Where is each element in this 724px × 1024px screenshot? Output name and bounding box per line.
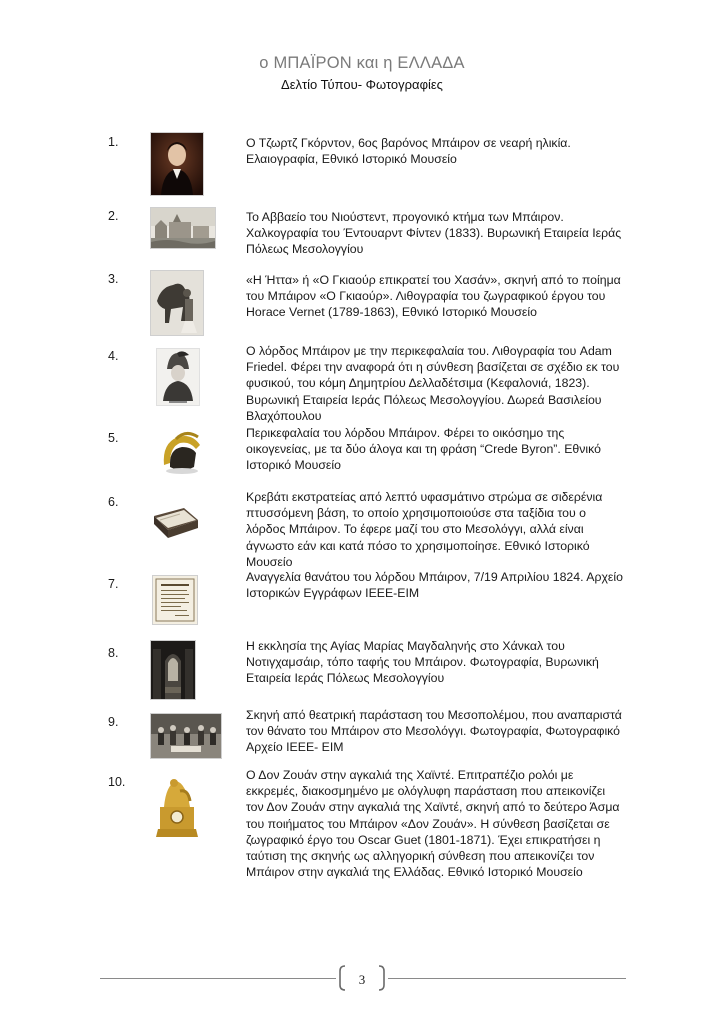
- item-number: 1.: [108, 135, 119, 149]
- item-number: 7.: [108, 577, 119, 591]
- item-number: 2.: [108, 209, 119, 223]
- item-number: 3.: [108, 272, 119, 286]
- document-subtitle: Δελτίο Τύπου- Φωτογραφίες: [281, 77, 443, 92]
- portrait-painting-icon: [150, 132, 204, 196]
- church-interior-photo-icon: [150, 640, 196, 700]
- item-number: 4.: [108, 349, 119, 363]
- item-caption: Σκηνή από θεατρική παράσταση του Μεσοπολέμου, που αναπαριστά τον θάνατο του Μπάιρον στο Μεσολόγγι. Φωτογραφία, Φωτογραφικό Αρχείο ΙΕΕΕ- ΕΙΜ: [246, 708, 622, 755]
- item-caption: Αναγγελία θανάτου του λόρδου Μπάιρον, 7/19 Απριλίου 1824. Αρχείο Ιστορικών Εγγράφων ΙΕΕΕ-ΕΙΜ: [246, 570, 623, 601]
- golden-helmet-icon: [156, 427, 206, 477]
- item-number: 6.: [108, 495, 119, 509]
- item-number: 10.: [108, 775, 126, 789]
- campaign-bed-icon: [150, 494, 202, 550]
- document-title: ο ΜΠΑΪΡΟΝ και η ΕΛΛΑΔΑ: [259, 54, 465, 72]
- item-caption: Το Αββαείο του Νιούστεντ, προγονικό κτήμα των Μπάιρον. Χαλκογραφία του Έντουαρντ Φίντεν (1833). Βυρωνική Εταιρεία Ιεράς Πόλεως Μεσολογγίου: [246, 210, 622, 257]
- death-notice-document-icon: [152, 575, 198, 625]
- item-caption: Ο λόρδος Μπάιρον με την περικεφαλαία του. Λιθογραφία του Adam Friedel. Φέρει την αναφορά ότι η σύνθεση βασίζεται σε σχέδιο εκ του φυσικού, του κόμη Δημητρίου Δελλαδέτσιμα (Κεφαλονιά, 1823). Βυρωνική Εταιρεία Ιεράς Πόλεως Μεσολογγίου. Δωρεά Βασιλείου Βλαχόπουλου: [246, 344, 620, 423]
- horse-lithograph-icon: [150, 270, 204, 336]
- item-caption: Κρεβάτι εκστρατείας από λεπτό υφασμάτινο στρώμα σε σιδερένια πτυσσόμενη βάση, το οποίο χρησιμοποιούσε στα ταξίδια του ο λόρδος Μπάιρον. Το έφερε μαζί του στο Μεσολόγγι, αλλά είναι άγνωστο εάν και κατά πόσο το χρησιμοποίησε. Εθνικό Ιστορικό Μουσείο: [246, 490, 603, 569]
- item-number: 8.: [108, 646, 119, 660]
- theatre-scene-photo-icon: [150, 713, 222, 759]
- item-caption: «Η Ήττα» ή «Ο Γκιαούρ επικρατεί του Χασάν», σκηνή από το ποίημα του Μπάιρον «Ο Γκιαούρ». Λιθογραφία του ζωγραφικού έργου του Horace Vernet (1789-1863), Εθνικό Ιστορικό Μουσείο: [246, 273, 621, 320]
- item-caption: Ο Τζωρτζ Γκόρντον, 6ος βαρόνος Μπάιρον σε νεαρή ηλικία. Ελαιογραφία, Εθνικό Ιστορικό Μουσείο: [246, 136, 571, 167]
- page-number: 3: [358, 972, 366, 987]
- item-number: 5.: [108, 431, 119, 445]
- item-number: 9.: [108, 715, 119, 729]
- item-caption: Περικεφαλαία του λόρδου Μπάιρον. Φέρει το οικόσημο της οικογενείας, με τα δύο άλογα και τη φράση “Crede Byron”. Εθνικό Ιστορικό Μουσείο: [246, 426, 601, 473]
- item-caption: Η εκκλησία της Αγίας Μαρίας Μαγδαληνής στο Χάνκαλ του Νοτιγχαμσάιρ, τόπο ταφής του Μπάιρον. Φωτογραφία, Βυρωνική Εταιρεία Ιεράς Πόλεως Μεσολογγίου: [246, 639, 599, 686]
- abbey-engraving-icon: [150, 207, 216, 249]
- gilded-clock-icon: [150, 771, 204, 843]
- helmet-portrait-icon: [156, 348, 200, 406]
- item-caption: Ο Δον Ζουάν στην αγκαλιά της Χαϊντέ. Επιτραπέζιο ρολόι με εκκρεμές, διακοσμημένο με ολόγλυφη παράσταση που απεικονίζει τον Δον Ζουάν στην αγκαλιά της Χαϊντέ, σκηνή από το δεύτερο Άσμα του ποιήματος του Μπάιρον «Δον Ζουάν». Η σύνθεση βασίζεται σε ζωγραφικό έργο του Oscar Guet (1801-1871). Έχει επικρατήσει η ταύτιση της σκηνής ως αλληγορική σύνθεση που απεικονίζει τον Μπάιρον στην αγκαλιά της Ελλάδας. Εθνικό Ιστορικό Μουσείο: [246, 768, 620, 880]
